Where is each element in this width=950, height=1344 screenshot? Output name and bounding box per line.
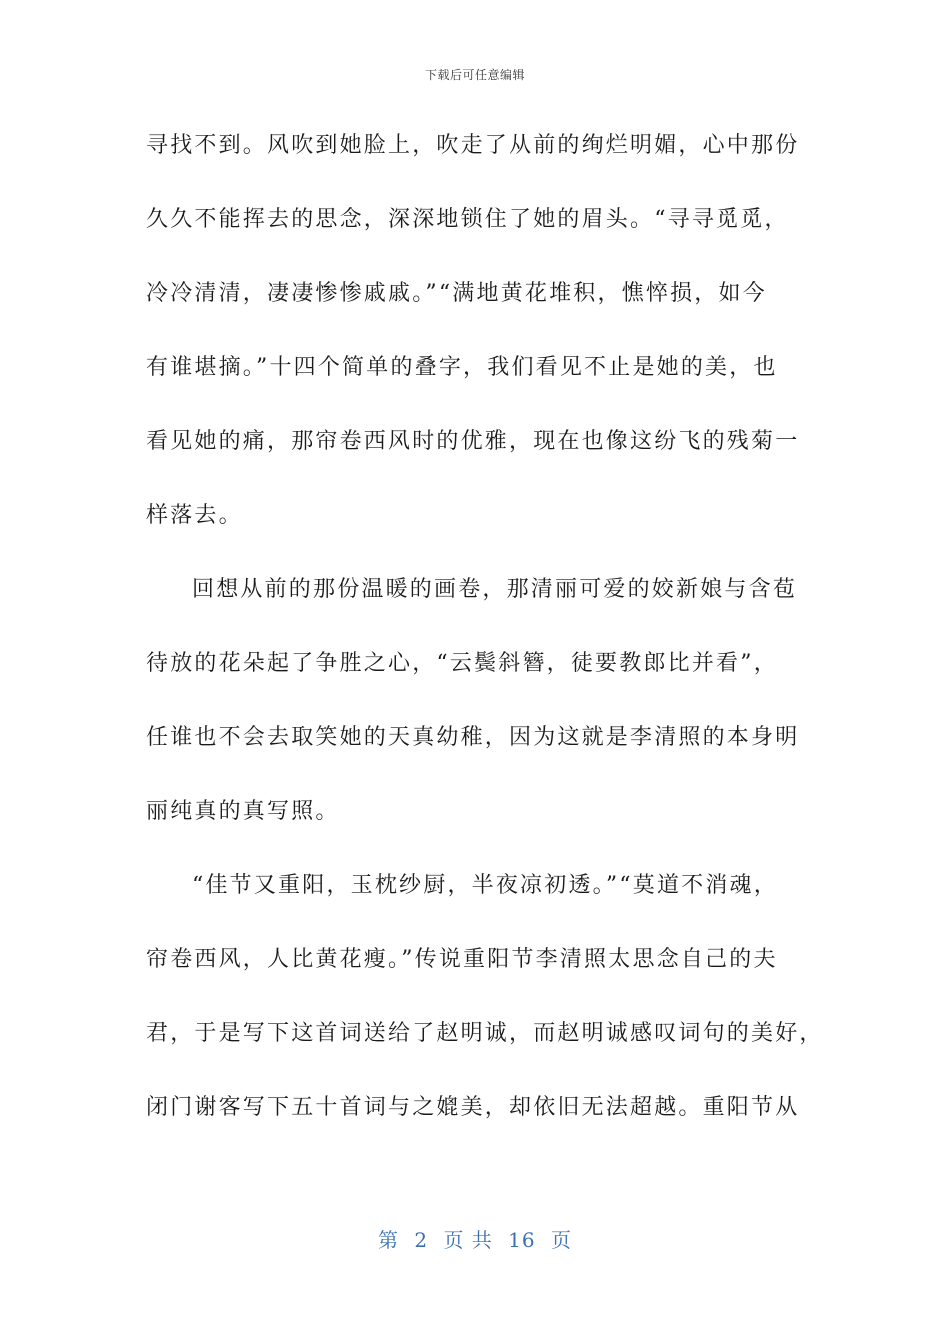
page-footer — [0, 1224, 950, 1253]
text-line: 帘卷西风，人比黄花瘦。”传说重阳节李清照太思念自己的夫 — [146, 947, 778, 972]
text-line: “佳节又重阳，玉枕纱厨，半夜凉初透。”“莫道不消魂， — [192, 873, 778, 898]
text-line: 丽纯真的真写照。 — [146, 799, 340, 824]
text-line: 闭门谢客写下五十首词与之媲美，却依旧无法超越。重阳节从 — [146, 1095, 800, 1120]
text-line: 回想从前的那份温暖的画卷，那清丽可爱的姣新娘与含苞 — [192, 577, 798, 602]
footer-middle: 页 共 — [443, 1228, 493, 1252]
document-body — [146, 112, 824, 1148]
text-line: 待放的花朵起了争胜之心，“云鬓斜簪，徒要教郎比并看”， — [146, 651, 778, 676]
footer-page-number: 2 — [414, 1228, 429, 1252]
footer-suffix: 页 — [550, 1228, 572, 1252]
text-line: 寻找不到。风吹到她脸上，吹走了从前的绚烂明媚，心中那份 — [146, 133, 800, 158]
paragraph-1 — [146, 112, 806, 556]
text-line: 样落去。 — [146, 503, 243, 528]
paragraph-3 — [146, 852, 824, 1148]
footer-prefix: 第 — [378, 1228, 399, 1252]
text-line: 冷冷清清，凄凄惨惨戚戚。”“满地黄花堆积，憔悴损，如今 — [146, 281, 767, 306]
text-line: 看见她的痛，那帘卷西风时的优雅，现在也像这纷飞的残菊一 — [146, 429, 800, 454]
footer-total-pages: 16 — [508, 1228, 536, 1252]
text-line: 有谁堪摘。”十四个简单的叠字，我们看见不止是她的美，也 — [146, 355, 778, 380]
page-header: 下载后可任意编辑 — [424, 68, 525, 82]
paragraph-2 — [146, 556, 806, 852]
text-line: 久久不能挥去的思念，深深地锁住了她的眉头。“寻寻觅觅， — [146, 207, 789, 232]
text-line: 任谁也不会去取笑她的天真幼稚，因为这就是李清照的本身明 — [146, 725, 800, 750]
text-line: 君，于是写下这首词送给了赵明诚，而赵明诚感叹词句的美好， — [146, 1021, 824, 1046]
